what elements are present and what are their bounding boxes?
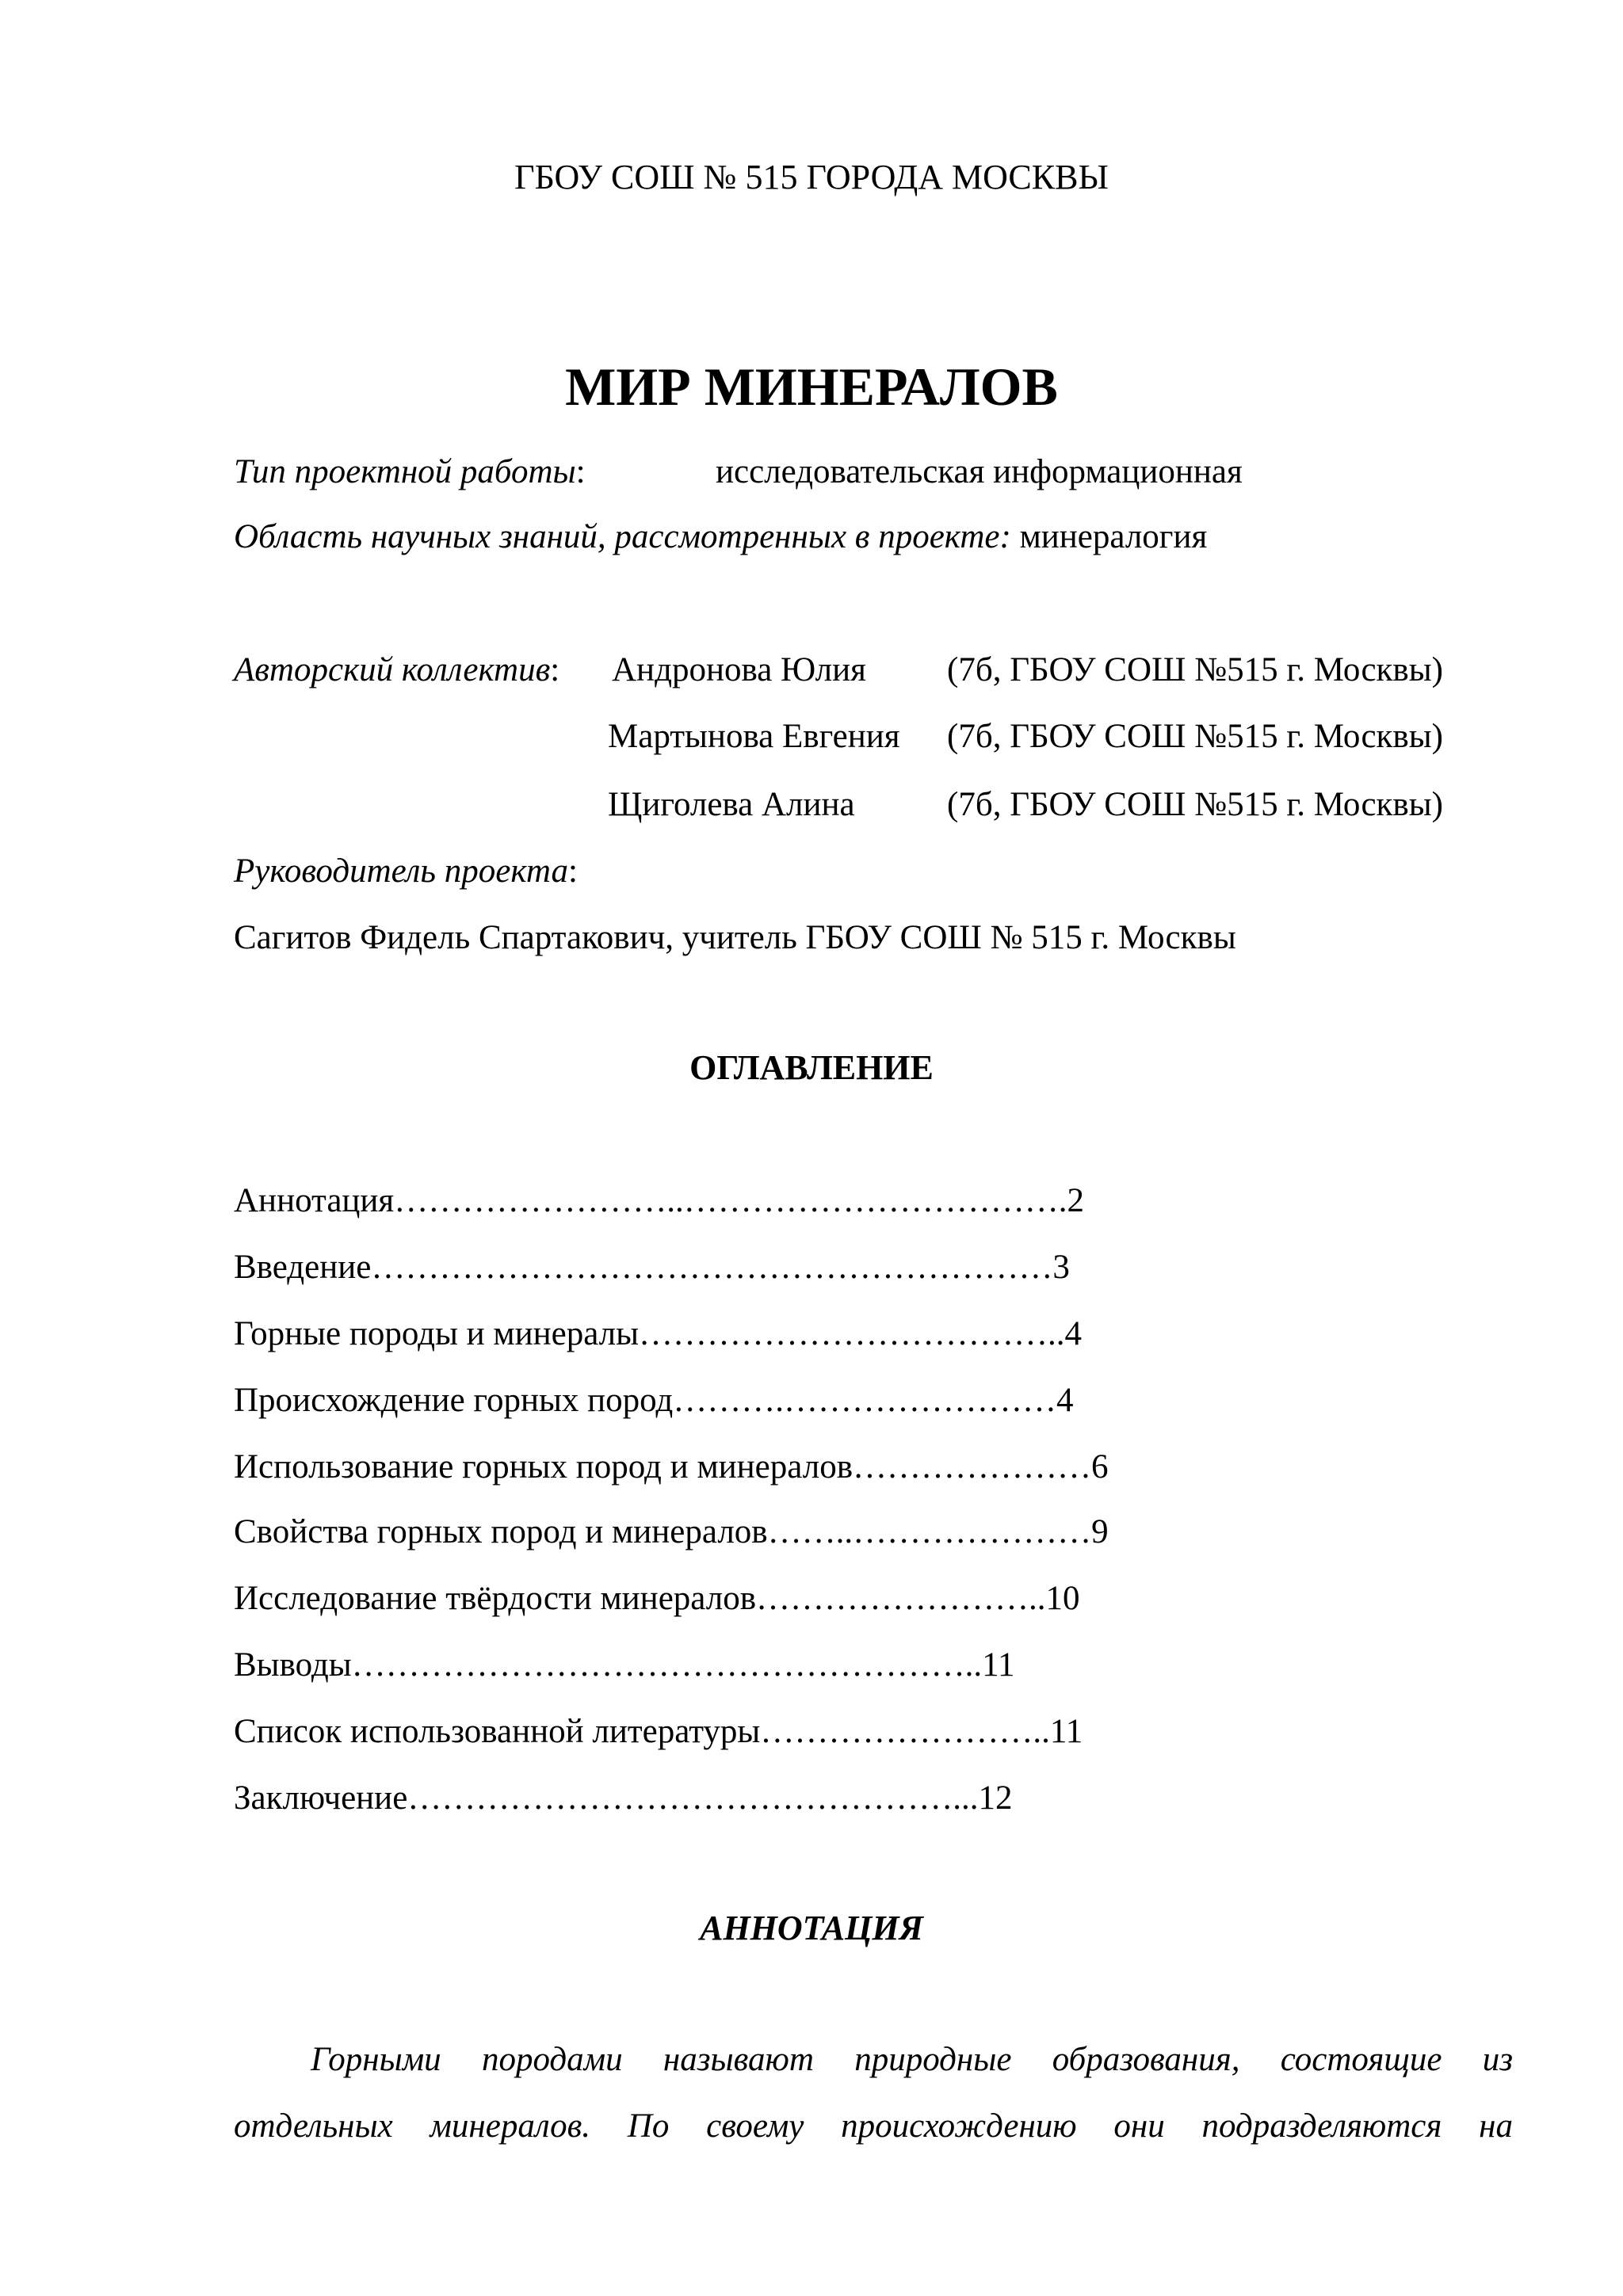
toc-item: Список использованной литературы……………………..11	[234, 1713, 1083, 1750]
annotation-line-1: Горными породами называют природные образования, состоящие из	[311, 2041, 1513, 2078]
authors-colon: :	[550, 651, 560, 688]
school-name: ГБОУ СОШ № 515 ГОРОДА МОСКВЫ	[514, 158, 1109, 196]
toc-item: Исследование твёрдости минералов……………………..10	[234, 1580, 1080, 1617]
field-value: минералогия	[1019, 518, 1208, 555]
field-row	[234, 517, 1207, 558]
authors-label: Авторский коллектив	[234, 651, 551, 688]
annotation-line-2: отдельных минералов. По своему происхождению они подразделяются на	[234, 2107, 1513, 2145]
supervisor-colon: :	[567, 852, 578, 890]
author-affiliation-2: (7б, ГБОУ СОШ №515 г. Москвы)	[947, 718, 1443, 755]
document-title: МИР МИНЕРАЛОВ	[565, 357, 1058, 417]
author-affiliation-1: (7б, ГБОУ СОШ №515 г. Москвы)	[947, 651, 1443, 688]
author-name-2: Мартынова Евгения	[608, 718, 900, 755]
toc-item: Происхождение горных пород……….……………………4	[234, 1382, 1074, 1419]
toc-item: Свойства горных пород и минералов……..…………………9	[234, 1513, 1109, 1550]
project-type-colon: :	[575, 453, 586, 490]
toc-item: Горные породы и минералы………………………………..4	[234, 1315, 1083, 1352]
field-label: Область научных знаний, рассмотренных в проекте:	[234, 518, 1011, 555]
toc-item: Заключение…………………………………………...12	[234, 1779, 1013, 1817]
supervisor-label-row	[234, 851, 578, 892]
toc-item: Аннотация……………………..…………………………….2	[234, 1182, 1084, 1219]
toc-item: Введение……………………………………………………3	[234, 1249, 1070, 1286]
toc-item: Использование горных пород и минералов…………………6	[234, 1448, 1109, 1486]
author-name-1: Андронова Юлия	[612, 651, 866, 688]
author-name-3: Щиголева Алина	[608, 786, 855, 823]
author-affiliation-3: (7б, ГБОУ СОШ №515 г. Москвы)	[947, 786, 1443, 823]
project-type-value: исследовательская информационная	[716, 453, 1243, 490]
toc-item: Выводы………………………………………………..11	[234, 1646, 1015, 1684]
toc-title: ОГЛАВЛЕНИЕ	[689, 1048, 934, 1087]
annotation-title: АННОТАЦИЯ	[700, 1909, 923, 1947]
authors-label-row	[234, 650, 559, 691]
supervisor-label: Руководитель проекта	[234, 852, 568, 890]
project-type-row	[234, 452, 586, 493]
supervisor-value: Сагитов Фидель Спартакович, учитель ГБОУ СОШ № 515 г. Москвы	[234, 919, 1236, 956]
project-type-label: Тип проектной работы	[234, 453, 576, 490]
